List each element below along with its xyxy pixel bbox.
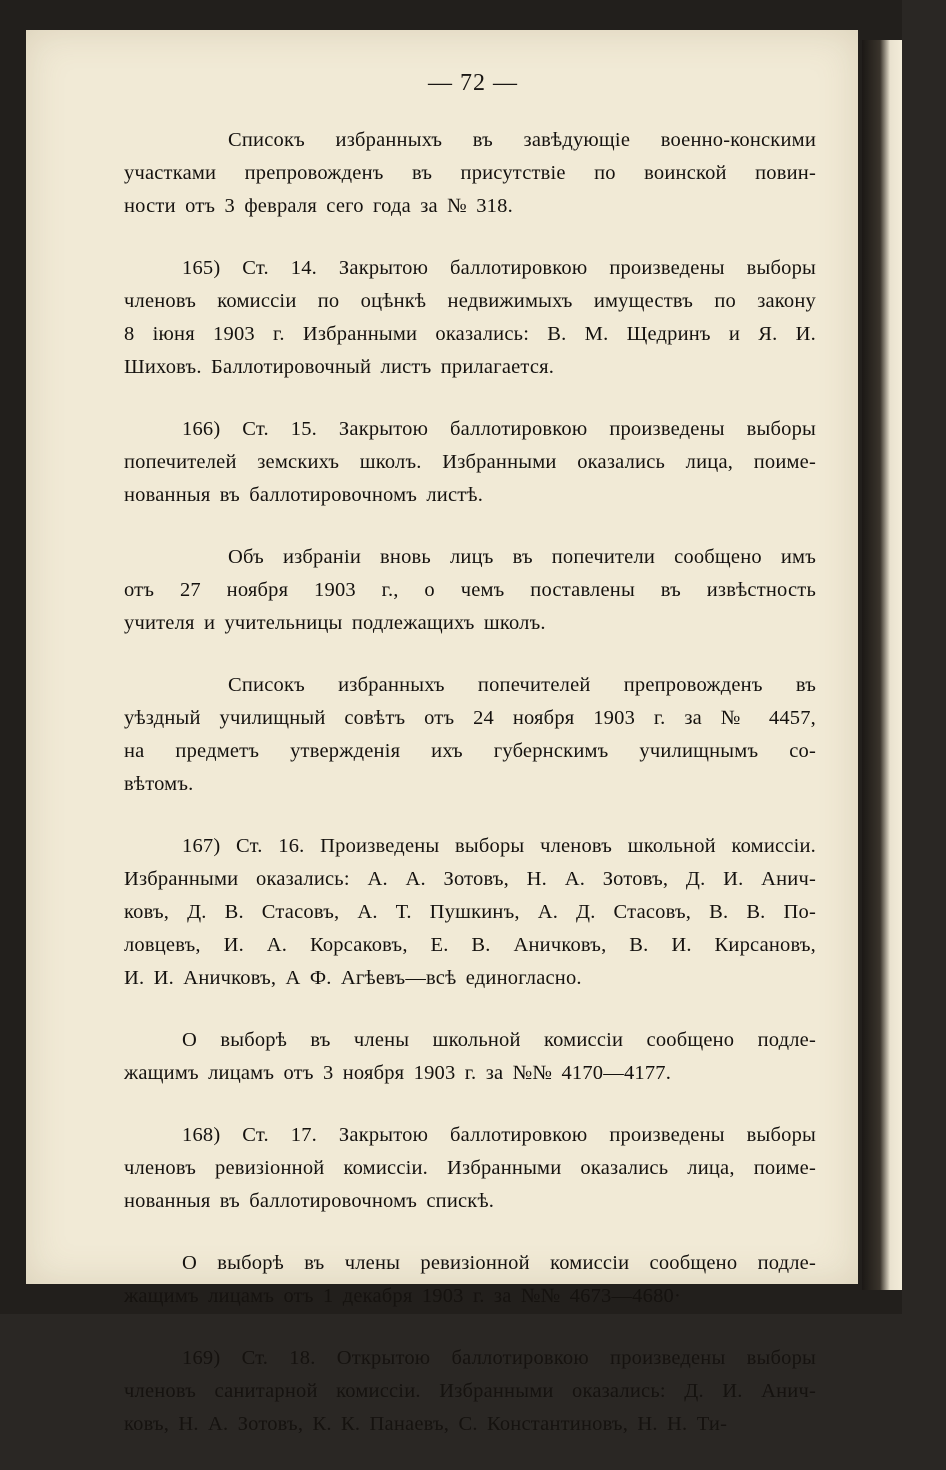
text-line: 169) Ст. 18. Открытою баллотировкою произведены выборы [182, 1347, 816, 1369]
text-line: учителя и учительницы подлежащихъ школъ. [124, 612, 546, 634]
text-line: 168) Ст. 17. Закрытою баллотировкою произведены выборы [182, 1124, 816, 1146]
text-line: уѣздный училищный совѣтъ отъ 24 ноября 1903 г. за № 4457, [124, 707, 816, 729]
text-line: 8 іюня 1903 г. Избранными оказались: В. М. Щедринъ и Я. И. [124, 323, 816, 345]
text-line: жащимъ лицамъ отъ 3 ноября 1903 г. за №№ 4170—4177. [124, 1062, 672, 1084]
text-line: Списокъ избранныхъ въ завѣдующіе военно-конскими [228, 129, 816, 151]
adjacent-page-edge [862, 40, 902, 1290]
text-line: попечителей земскихъ школъ. Избранными оказались лица, поиме- [124, 451, 816, 473]
paragraph-4 [124, 541, 816, 640]
text-line: членовъ санитарной комиссіи. Избранными оказались: Д. И. Анич- [124, 1380, 816, 1402]
paragraph-8 [124, 1119, 816, 1218]
text-line: на предметъ утвержденія ихъ губернскимъ училищнымъ со- [124, 740, 816, 762]
paragraph-9 [124, 1247, 816, 1313]
text-line: нованныя въ баллотировочномъ спискѣ. [124, 1190, 495, 1212]
paragraph-5 [124, 669, 816, 801]
text-line: ковъ, Н. А. Зотовъ, К. К. Панаевъ, С. Константиновъ, Н. Н. Ти- [124, 1413, 728, 1435]
text-line: О выборѣ въ члены ревизіонной комиссіи сообщено подле- [182, 1252, 816, 1274]
text-line: членовъ комиссіи по оцѣнкѣ недвижимыхъ имуществъ по закону [124, 290, 816, 312]
text-line: Избранными оказались: А. А. Зотовъ, Н. А. Зотовъ, Д. И. Анич- [124, 868, 816, 890]
page-body-text [124, 124, 816, 1470]
text-line: Списокъ избранныхъ попечителей препровожденъ въ [228, 674, 816, 696]
text-line: вѣтомъ. [124, 773, 194, 795]
page-number: — 72 — [428, 70, 518, 96]
text-line: 166) Ст. 15. Закрытою баллотировкою произведены выборы [182, 418, 816, 440]
paragraph-1 [124, 124, 816, 223]
text-line: ности отъ 3 февраля сего года за № 318. [124, 195, 513, 217]
text-line: Шиховъ. Баллотировочный листъ прилагается. [124, 356, 555, 378]
paragraph-3 [124, 413, 816, 512]
text-line: нованныя въ баллотировочномъ листѣ. [124, 484, 484, 506]
text-line: отъ 27 ноября 1903 г., о чемъ поставлены въ извѣстность [124, 579, 816, 601]
text-line: членовъ ревизіонной комиссіи. Избранными оказались лица, поиме- [124, 1157, 816, 1179]
text-line: О выборѣ въ члены школьной комиссіи сообщено подле- [182, 1029, 816, 1051]
text-line: И. И. Аничковъ, А Ф. Агѣевъ—всѣ единогласно. [124, 967, 582, 989]
text-line: участками препровожденъ въ присутствіе по воинской повин- [124, 162, 816, 184]
paragraph-10 [124, 1342, 816, 1441]
text-line: жащимъ лицамъ отъ 1 декабря 1903 г. за №№ 4673—4680· [124, 1285, 681, 1307]
text-line: ловцевъ, И. А. Корсаковъ, Е. В. Аничковъ, В. И. Кирсановъ, [124, 934, 816, 956]
text-line: Объ избраніи вновь лицъ въ попечители сообщено имъ [228, 546, 816, 568]
text-line: 167) Ст. 16. Произведены выборы членовъ школьной комиссіи. [182, 835, 816, 857]
paragraph-7 [124, 1024, 816, 1090]
paragraph-6 [124, 830, 816, 995]
text-line: 165) Ст. 14. Закрытою баллотировкою произведены выборы [182, 257, 816, 279]
paragraph-2 [124, 252, 816, 384]
text-line: ковъ, Д. В. Стасовъ, А. Т. Пушкинъ, А. Д. Стасовъ, В. В. По- [124, 901, 816, 923]
